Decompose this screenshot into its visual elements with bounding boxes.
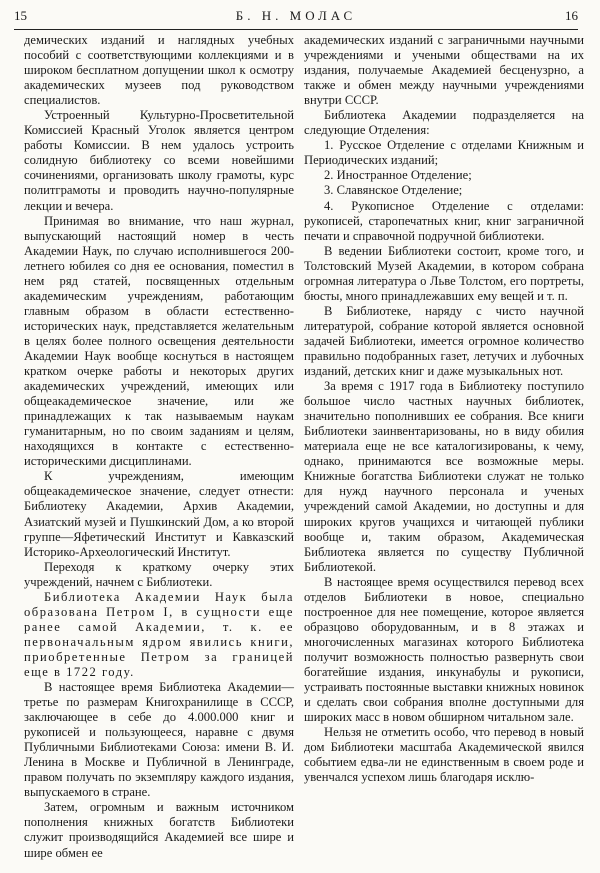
header-rule bbox=[14, 29, 578, 30]
paragraph: академических изданий с заграничными научными учреждениями и учеными обществами на их издания, получаемые Академией бесценузрно, а также и обмен между научными учреждениями внутри СССР. bbox=[304, 33, 584, 108]
right-column bbox=[304, 33, 584, 785]
paragraph: Переходя к краткому очерку этих учреждений, начнем с Библиотеки. bbox=[24, 559, 294, 589]
paragraph: За время с 1917 года в Библиотеку поступило большое число частных научных библиотек, значительно пополнивших ее собрания. Все книги Библиотеки заинвентаризованы, но в виду обилия материала еще не все каталогизированы, к чему, однако, принимаются все возможные меры. Книжные богатства Библиотеки служат не только для нужд научного персонала и ученых учреждений самой Академии, но доступны и для широких кругов учащихся и читающей публики вообще и, таким образом, Академическая Библиотека является по существу Публичной Библиотекой. bbox=[304, 379, 584, 574]
paragraph: В Библиотеке, наряду с чисто научной литературой, собрание которой является основной задачей Библиотеки, имеется огромное количество правильно подобранных газет, летучих и лубочных изданий, детских книг и даже музыкальных нот. bbox=[304, 303, 584, 379]
running-title: Б. Н. МОЛАС bbox=[235, 8, 357, 23]
left-column bbox=[24, 33, 294, 861]
page-header bbox=[14, 8, 578, 28]
list-item: 2. Иностранное Отделение; bbox=[324, 168, 472, 183]
paragraph: К учреждениям, имеющим общеакадемическое значение, следует отнести: Библиотеку Академии, Архив Академии, Азиатский музей и Пушкинский Дом, а ко второй группе—Яфетический Институт и Кавказский Историко-Археологический Институт. bbox=[24, 469, 294, 559]
paragraph: Нельзя не отметить особо, что перевод в новый дом Библиотеки масштаба Академической явился событием едва-ли не единственным в своем роде и увенчался успехом лишь благодаря исклю- bbox=[304, 725, 584, 785]
paragraph: В настоящее время Библиотека Академии—третье по размерам Книгохранилище в СССР, заключающее в себе до 4.000.000 книг и рукописей и пользующееся, наравне с двумя Публичными Библиотеками Союза: имени В. И. Ленина в Москве и Публичной в Ленинграде, правом получать по экземпляру каждого издания, выпускаемого в стране. bbox=[24, 680, 294, 800]
paragraph: В настоящее время осуществился перевод всех отделов Библиотеки в новое, специально построенное для нее помещение, которое является образцово оборудованным, и в 8 этажах и многочисленных магазинах которого Библиотека получит возможность полностью развернуть свои богатейшие издания, инкунабулы и рукописи, устраивать постоянные выставки книжных новинок и сделать свои собрания вполне доступными для широких масс в новом обширном читальном зале. bbox=[304, 574, 584, 725]
page-number-left: 15 bbox=[14, 8, 27, 23]
list-item: 4. Рукописное Отделение с отделами: рукописей, старопечатных книг, книг заграничной печати и справочной подручной библиотеки. bbox=[304, 198, 584, 243]
list-item: 3. Славянское Отделение; bbox=[324, 183, 463, 198]
paragraph: демических изданий и наглядных учебных пособий с соответствующими коллекциями и в широком бесплатном допущении школ к осмотру академических музеев под руководством специалистов. bbox=[24, 33, 294, 108]
paragraph: Принимая во внимание, что наш журнал, выпускающий настоящий номер в честь Академии Наук, по случаю исполнившегося 200-летнего юбилея со дня ее основания, поместил в нем ряд статей, посвященных отдельным академическим учреждениям, работающим главным образом в области естественно-исторических наук, представляется желательным в целях более полного освещения деятельности Академии Наук вообще коснуться в настоящем кратком очерке работы и некоторых других академических учреждений, имеющих или общеакадемическое значение, или же принадлежащих к так называемым наукам гуманитарным, но по своим заданиям и целям, находящихся в контакте с естественно-историческими дисциплинами. bbox=[24, 213, 294, 469]
paragraph: Затем, огромным и важным источником пополнения книжных богатств Библиотеки служит производящийся Академией все шире и шире обмен ее bbox=[24, 800, 294, 860]
paragraph: В ведении Библиотеки состоит, кроме того, и Толстовский Музей Академии, в котором собрана огромная литература о Льве Толстом, его портреты, бюсты, много принадлежавших ему вещей и т. п. bbox=[304, 243, 584, 303]
page-number-right: 16 bbox=[565, 8, 578, 23]
paragraph: Устроенный Культурно-Просветительной Комиссией Красный Уголок является центром работы Комиссии. В нем удалось устроить солидную библиотеку со всеми новейшими сочинениями, организовать школу грамоты, курс политграмоты и проводить научно-популярные лекции и вечера. bbox=[24, 108, 294, 213]
list-item: 1. Русское Отделение с отделами Книжным и Периодических изданий; bbox=[304, 138, 584, 168]
paragraph: Библиотека Академии Наук была образована Петром I, в сущности еще ранее самой Академии, т. к. ее первоначальным ядром явились книги, приобретенные Петром за границей еще в 1722 году. bbox=[24, 589, 294, 679]
paragraph: Библиотека Академии подразделяется на следующие Отделения: bbox=[304, 108, 584, 138]
